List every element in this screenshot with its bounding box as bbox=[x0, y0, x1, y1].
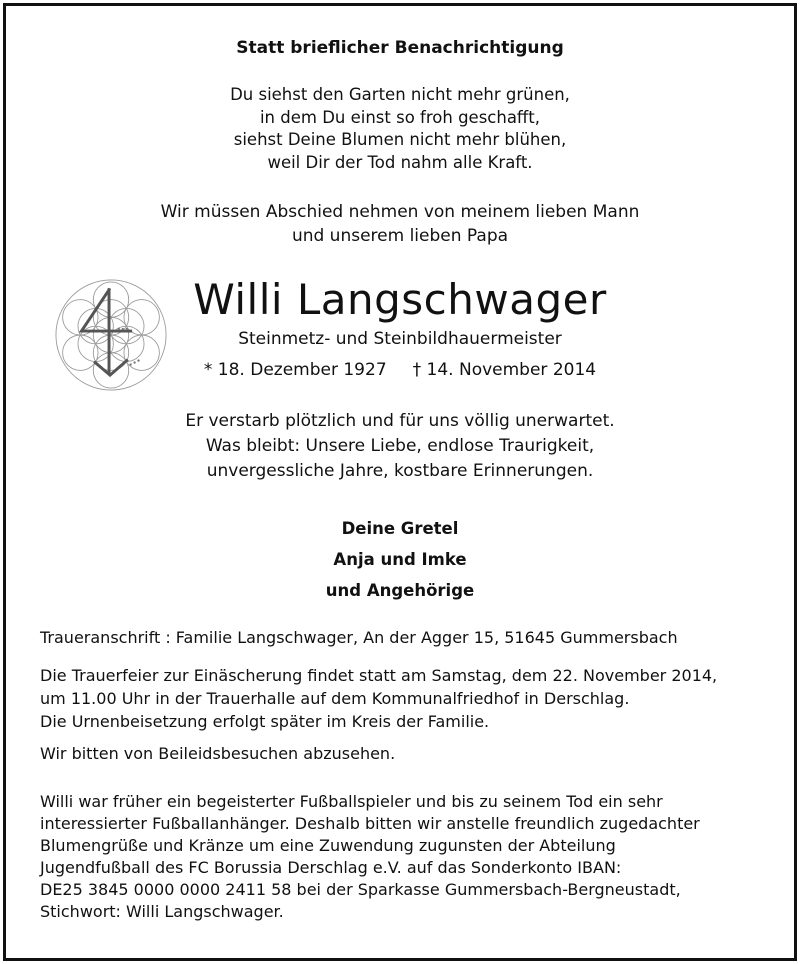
intro-text bbox=[6, 200, 794, 248]
farewell-line: Was bleibt: Unsere Liebe, endlose Traurigkeit, bbox=[205, 436, 595, 456]
details-line: Die Urnenbeisetzung erfolgt später im Kreis der Familie. bbox=[40, 712, 490, 731]
intro-line: und unserem lieben Papa bbox=[291, 226, 509, 246]
obituary-frame bbox=[3, 3, 797, 961]
farewell-line: unvergessliche Jahre, kostbare Erinnerungen. bbox=[206, 461, 594, 481]
donation-line: Stichwort: Willi Langschwager. bbox=[40, 902, 284, 921]
mourner-line: Anja und Imke bbox=[333, 550, 467, 569]
life-dates bbox=[6, 360, 794, 380]
deceased-name: Willi Langschwager bbox=[193, 275, 607, 324]
mourner-line: Deine Gretel bbox=[341, 519, 459, 538]
donation-line: Blumengrüße und Kränze um eine Zuwendung zugunsten der Abteilung bbox=[40, 836, 616, 855]
poem-line: siehst Deine Blumen nicht mehr blühen, bbox=[233, 130, 567, 149]
poem-line: weil Dir der Tod nahm alle Kraft. bbox=[267, 152, 533, 172]
details-line: Die Trauerfeier zur Einäscherung findet statt am Samstag, dem 22. November 2014, bbox=[40, 666, 718, 685]
donation-line: Willi war früher ein begeisterter Fußballspieler und bis zu seinem Tod ein sehr bbox=[40, 792, 663, 811]
mourner-line: und Angehörige bbox=[325, 581, 475, 600]
intro-line: Wir müssen Abschied nehmen von meinem lieben Mann bbox=[160, 202, 640, 222]
death-date: † 14. November 2014 bbox=[412, 360, 597, 380]
details-line: Wir bitten von Beileidsbesuchen abzusehen. bbox=[40, 744, 396, 763]
mourning-address: Traueranschrift : Familie Langschwager, An der Agger 15, 51645 Gummersbach bbox=[40, 628, 678, 647]
header-line: Statt brieflicher Benachrichtigung bbox=[236, 38, 564, 58]
poem-line: Du siehst den Garten nicht mehr grünen, bbox=[230, 85, 570, 104]
profession: Steinmetz- und Steinbildhauermeister bbox=[238, 329, 562, 349]
mourners bbox=[6, 513, 794, 606]
donation-line: Jugendfußball des FC Borussia Derschlag e.V. auf das Sonderkonto IBAN: bbox=[40, 858, 622, 877]
funeral-details bbox=[40, 664, 780, 765]
donation-line: DE25 3845 0000 0000 2411 58 bei der Sparkasse Gummersbach-Bergneustadt, bbox=[40, 880, 681, 899]
birth-date: * 18. Dezember 1927 bbox=[203, 360, 387, 380]
farewell-line: Er verstarb plötzlich und für uns völlig unerwartet. bbox=[185, 411, 615, 431]
farewell-text bbox=[6, 409, 794, 484]
details-line: um 11.00 Uhr in der Trauerhalle auf dem Kommunalfriedhof in Derschlag. bbox=[40, 689, 630, 708]
poem bbox=[6, 84, 794, 174]
donation-line: interessierter Fußballanhänger. Deshalb bitten wir anstelle freundlich zugedachter bbox=[40, 814, 700, 833]
poem-line: in dem Du einst so froh geschafft, bbox=[259, 107, 541, 127]
donation-request bbox=[40, 791, 780, 923]
